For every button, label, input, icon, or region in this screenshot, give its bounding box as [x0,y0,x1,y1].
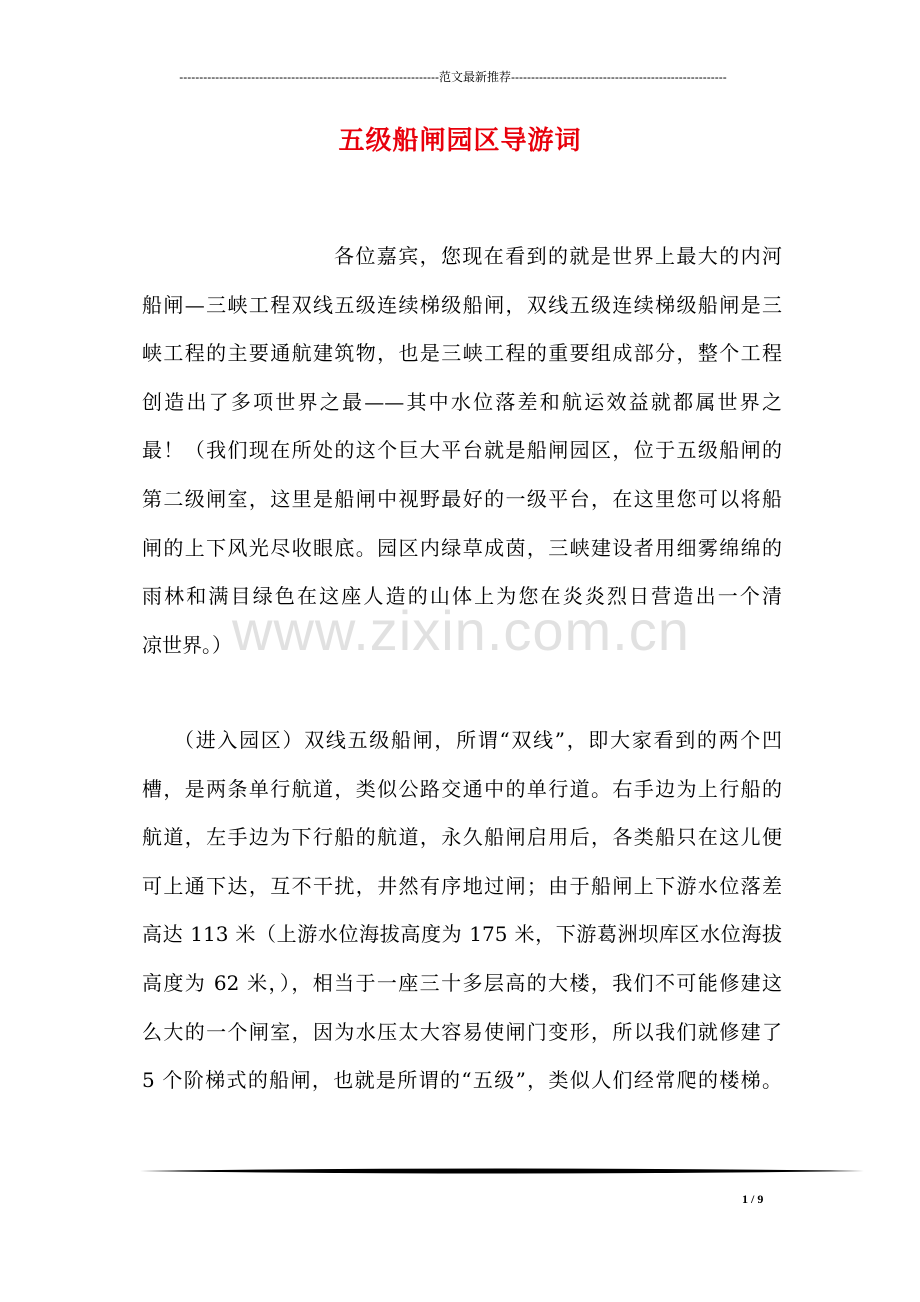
paragraph-2-line-7: 么大的一个闸室，因为水压太大容易使闸门变形，所以我们就修建了 [142,1019,782,1044]
page-header-recommendation: -----------------------------------------------------------------范文最新推荐------------------------------------------------------ [179,70,727,84]
paragraph-1-line-1: 各位嘉宾，您现在看到的就是世界上最大的内河 [334,244,782,268]
paragraph-2-line-6: 高度为 62 米，），相当于一座三十多层高的大楼，我们不可能修建这 [142,970,782,995]
paragraph-2 [142,716,782,1105]
paragraph-2-line-5: 高达 113 米（上游水位海拔高度为 175 米，下游葛洲坝库区水位海拔 [142,922,782,947]
paragraph-2-line-1: （进入园区）双线五级船闸，所谓“双线”，即大家看到的两个凹 [174,728,782,752]
paragraph-1-line-4: 创造出了多项世界之最——其中水位落差和航运效益就都属世界之 [142,389,782,414]
paragraph-1-line-8: 雨林和满目绿色在这座人造的山体上为您在炎炎烈日营造出一个清 [142,584,782,609]
paragraph-2-line-8: 5 个阶梯式的船闸，也就是所谓的“五级”，类似人们经常爬的楼梯。 [142,1068,782,1093]
paragraph-2-line-4: 可上通下达，互不干扰，井然有序地过闸；由于船闸上下游水位落差 [142,873,782,898]
paragraph-1-line-6: 第二级闸室，这里是船闸中视野最好的一级平台，在这里您可以将船 [142,486,782,511]
document-title: 五级船闸园区导游词 [338,126,582,156]
paragraph-1-line-7: 闸的上下风光尽收眼底。园区内绿草成茵，三峡建设者用细雾绵绵的 [142,535,782,560]
watermark-text: www.zixin.com.cn [232,599,690,662]
paragraph-2-line-3: 航道，左手边为下行船的航道，永久船闸启用后，各类船只在这儿便 [142,825,782,850]
paragraph-1-line-2: 船闸—三峡工程双线五级连续梯级船闸，双线五级连续梯级船闸是三 [142,292,782,317]
paragraph-1-line-3: 峡工程的主要通航建筑物，也是三峡工程的重要组成部分，整个工程 [142,341,782,366]
paragraph-1-line-9: 凉世界。） [142,632,232,657]
page-number: 1 / 9 [742,1192,764,1206]
footer-divider [140,1166,864,1176]
paragraph-2-line-2: 槽，是两条单行航道，类似公路交通中的单行道。右手边为上行船的 [142,776,782,801]
paragraph-1-line-5: 最！（我们现在所处的这个巨大平台就是船闸园区，位于五级船闸的 [142,438,782,463]
